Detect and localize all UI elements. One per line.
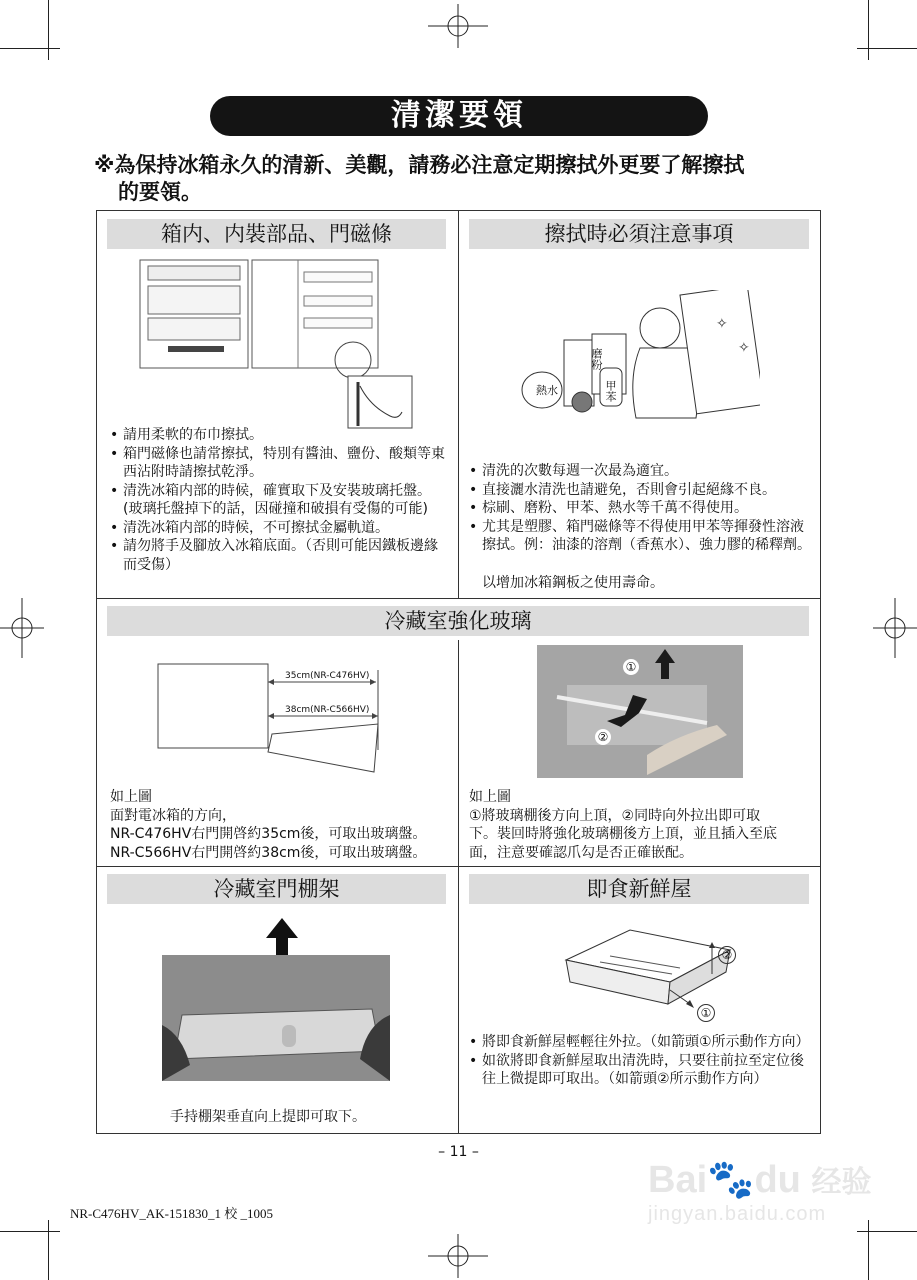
list-item: • 清洗冰箱内部的時候，不可擦拭金屬軌道。	[110, 519, 450, 538]
text-line: 面，注意要確認爪勾是否正確嵌配。	[469, 844, 693, 861]
section-heading-interior: 箱内、内裝部品、門磁條	[107, 219, 446, 249]
section-heading-fresh: 即食新鮮屋	[469, 874, 809, 904]
list-item: • 如欲將即食新鮮屋取出清洗時，只要往前拉至定位後往上微提即可取出。（如箭頭②所示動作方向）	[469, 1052, 817, 1089]
list-item: • 請勿將手及腳放入冰箱底面。（否則可能因鐵板邊緣而受傷）	[110, 537, 450, 574]
print-footer: NR-C476HV_AK-151830_1 校 _1005	[70, 1206, 273, 1221]
list-item: • 棕刷、磨粉、甲苯、熱水等千萬不得使用。	[469, 499, 814, 518]
fresh-bullets	[469, 1033, 817, 1089]
list-item: • 直接灑水清洗也請避免，否則會引起絕緣不良。	[469, 481, 814, 500]
dimension-label-38cm: 38cm(NR-C566HV)	[285, 705, 370, 715]
page-number: – 11 –	[438, 1144, 479, 1160]
svg-text:✧: ✧	[716, 316, 728, 332]
list-item: • 清洗的次數每週一次最為適宜。	[469, 462, 814, 481]
list-item: • 請用柔軟的布巾擦拭。	[110, 426, 450, 445]
section-heading-caution: 擦拭時必須注意事項	[469, 219, 809, 249]
list-item: • 清洗冰箱内部的時候，確實取下及安裝玻璃托盤。(玻璃托盤掉下的話，因碰撞和破損有受傷的可能)	[110, 482, 450, 519]
fridge-interior-illustration	[138, 258, 418, 430]
text-line: 下。裝回時將強化玻璃棚後方上頂，並且插入至底	[469, 826, 777, 842]
step-marker-2: ②	[718, 946, 736, 964]
watermark-brand2: du	[754, 1159, 801, 1201]
cleaning-illustration	[520, 290, 760, 420]
door-shelf-caption: 手持棚架垂直向上提即可取下。	[170, 1109, 366, 1125]
text-line: ①將玻璃棚後方向上頂，②同時向外拉出即可取	[469, 807, 761, 824]
label-benzene: 甲苯	[604, 380, 617, 402]
list-item: • 將即食新鮮屋輕輕往外拉。（如箭頭①所示動作方向）	[469, 1033, 817, 1052]
divider	[458, 866, 459, 1134]
intro-note	[94, 152, 834, 206]
registration-mark-bottom	[428, 1234, 488, 1278]
watermark-brand: Bai	[648, 1159, 708, 1201]
glass-shelf-photo	[537, 645, 743, 778]
text-line: 如上圖	[110, 789, 152, 805]
interior-bullets	[110, 426, 450, 574]
text-line: NR-C566HV右門開啓約38cm後，可取出玻璃盤。	[110, 844, 427, 861]
glass-right-text	[469, 788, 817, 862]
baidu-watermark	[648, 1160, 871, 1226]
divider	[458, 640, 459, 866]
text-line: 如上圖	[469, 789, 511, 805]
caution-extra: 以增加冰箱鋼板之使用壽命。	[482, 575, 664, 591]
step-marker-1: ①	[697, 1004, 715, 1022]
door-shelf-photo	[162, 955, 390, 1081]
paw-icon: 🐾	[707, 1159, 755, 1201]
divider	[458, 210, 459, 598]
divider	[96, 598, 821, 599]
glass-left-text	[110, 788, 455, 862]
intro-note-line1: ※為保持冰箱永久的清新、美觀，請務必注意定期擦拭外更要了解擦拭	[94, 153, 745, 177]
list-item: • 尤其是塑膠、箱門磁條等不得使用甲苯等揮發性溶液擦拭。例：油漆的溶劑（香蕉水）、強力膠的稀釋劑。	[469, 518, 814, 555]
step-marker-1: ①	[623, 659, 639, 675]
registration-mark-right	[873, 598, 917, 658]
text-line: NR-C476HV右門開啓約35cm後，可取出玻璃盤。	[110, 826, 427, 842]
page-title: 清潔要領	[210, 96, 708, 136]
watermark-url: jingyan.baidu.com	[648, 1203, 827, 1225]
step-marker-2: ②	[595, 729, 611, 745]
caution-bullets	[469, 462, 814, 555]
label-powder: 磨粉	[590, 348, 603, 370]
list-item: • 箱門磁條也請常擦拭，特別有醬油、鹽份、酸類等東西沾附時請擦拭乾淨。	[110, 445, 450, 482]
watermark-cn: 经验	[811, 1166, 872, 1199]
intro-note-line2: 的要領。	[118, 180, 202, 204]
svg-text:✧: ✧	[738, 340, 750, 356]
label-hot-water: 熱水	[536, 384, 558, 397]
registration-mark-left	[0, 598, 44, 658]
text-line: 面對電冰箱的方向，	[110, 807, 236, 824]
registration-mark-top	[428, 4, 488, 48]
section-heading-door-shelf: 冷藏室門棚架	[107, 874, 446, 904]
dimension-label-35cm: 35cm(NR-C476HV)	[285, 671, 370, 681]
section-heading-glass: 冷藏室強化玻璃	[107, 606, 809, 636]
